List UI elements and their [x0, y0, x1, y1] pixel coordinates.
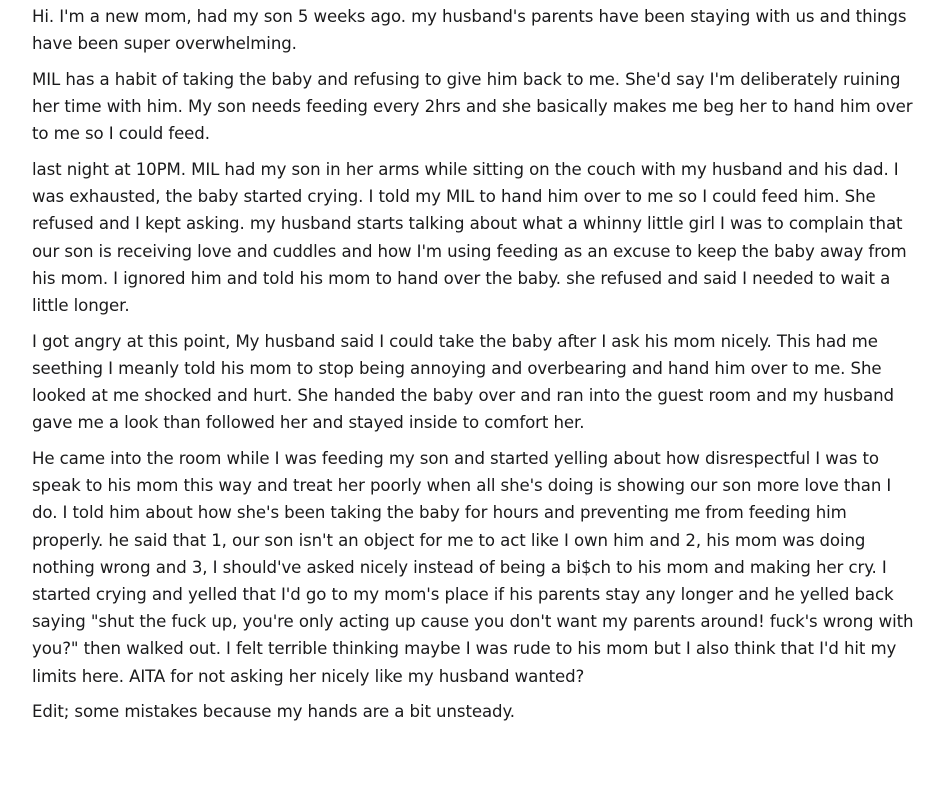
post-paragraph-1: Hi. I'm a new mom, had my son 5 weeks ago. my husband's parents have been staying with us and things have been super overwhelming. [32, 7, 907, 54]
post-paragraph-5: He came into the room while I was feeding my son and started yelling about how disrespectful I was to speak to his mom this way and treat her poorly when all she's doing is showing our son more love than I do. I told him about how she's been taking the baby for hours and preventing me from feeding him properly. he said that 1, our son isn't an object for me to act like I own him and 2, his mom was doing nothing wrong and 3, I should've asked nicely instead of being a bi$ch to his mom and making her cry. I started crying and yelled that I'd go to my mom's place if his parents stay any longer and he yelled back saying "shut the fuck up, you're only acting up cause you don't want my parents around! fuck's wrong with you?" then walked out. I felt terrible thinking maybe I was rude to his mom but I also think that I'd hit my limits here. AITA for not asking her nicely like my husband wanted? [32, 449, 914, 686]
post-paragraph-2: MIL has a habit of taking the baby and refusing to give him back to me. She'd say I'm deliberately ruining her time with him. My son needs feeding every 2hrs and she basically makes me beg her to hand him over to me so I could feed. [32, 69, 913, 144]
post-paragraph-4: I got angry at this point, My husband said I could take the baby after I ask his mom nicely. This had me seething I meanly told his mom to stop being annoying and overbearing and hand him over to me. She looked at me shocked and hurt. She handed the baby over and ran into the guest room and my husband gave me a look than followed her and stayed inside to comfort her. [32, 331, 894, 433]
post-paragraph-3: last night at 10PM. MIL had my son in her arms while sitting on the couch with my husband and his dad. I was exhausted, the baby started crying. I told my MIL to hand him over to me so I could feed him. She refused and I kept asking. my husband starts talking about what a whinny little girl I was to complain that our son is receiving love and cuddles and how I'm using feeding as an excuse to keep the baby away from his mom. I ignored him and told his mom to hand over the baby. she refused and said I needed to wait a little longer. [32, 160, 907, 316]
post-edit-note: Edit; some mistakes because my hands are a bit unsteady. [32, 702, 515, 722]
